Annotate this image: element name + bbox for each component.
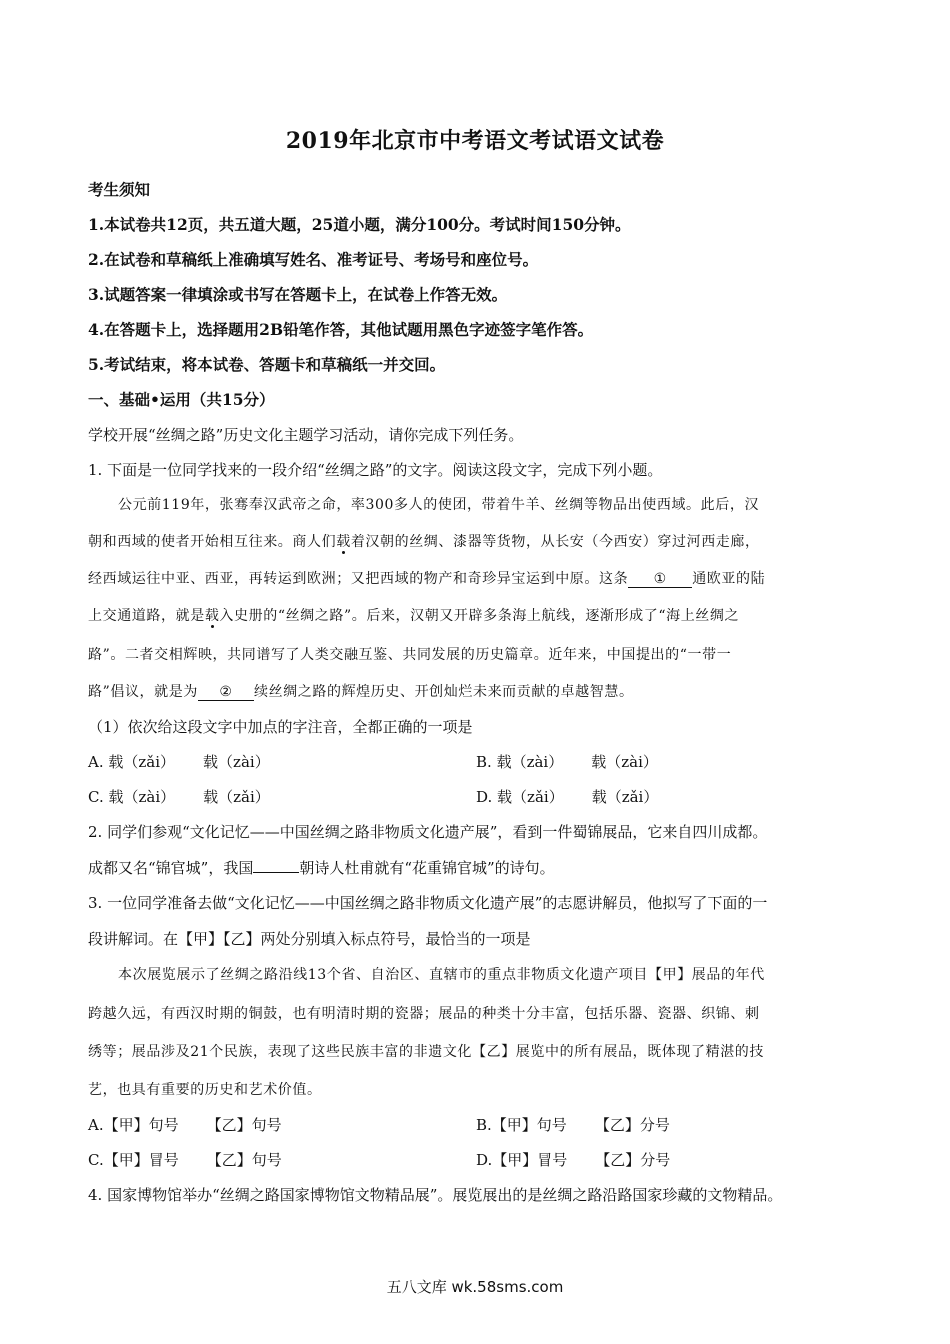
question-3-line: 段讲解词。在【甲】【乙】两处分别填入标点符号，最恰当的一项是 bbox=[88, 930, 531, 948]
passage-text: 经西域运往中亚、西亚，再转运到欧洲；又把西域的物产和奇珍异宝运到中原。这条 bbox=[88, 571, 629, 587]
passage-line bbox=[88, 569, 765, 589]
question-1: 1. 下面是一位同学找来的一段介绍“丝绸之路”的文字。阅读这段文字，完成下列小题。 bbox=[88, 461, 663, 479]
option-label: D. bbox=[476, 788, 493, 806]
section-intro: 学校开展“丝绸之路”历史文化主题学习活动，请你完成下列任务。 bbox=[88, 426, 524, 444]
question-2-line bbox=[88, 858, 555, 878]
passage-line bbox=[88, 682, 634, 702]
notice-item: 2.在试卷和草稿纸上准确填写姓名、准考证号、考场号和座位号。 bbox=[88, 250, 539, 269]
sub-question-1: （1）依次给这段文字中加点的字注音，全都正确的一项是 bbox=[88, 718, 473, 736]
option-first: 载（zài） bbox=[496, 753, 564, 771]
option-second: 载（zài） bbox=[203, 753, 270, 771]
notice-item: 3.试题答案一律填涂或书写在答题卡上，在试卷上作答无效。 bbox=[88, 285, 508, 304]
option-first: 载（zài） bbox=[108, 788, 176, 806]
section-heading: 一、基础•运用（共15分） bbox=[88, 390, 275, 409]
passage-text: 朝和西域的使者开始相互往来。商人们 bbox=[88, 534, 337, 550]
passage-line: 路”。二者交相辉映，共同谱写了人类交融互鉴、共同发展的历史篇章。近年来，中国提出的“一带一 bbox=[88, 647, 732, 663]
passage-text: 入史册的“丝绸之路”。后来，汉朝又开辟多条海上航线，逐渐形成了“海上丝绸之 bbox=[219, 608, 740, 624]
option-label: D. bbox=[476, 1151, 493, 1169]
option-second: 载（zǎi） bbox=[203, 788, 270, 806]
option-label: C. bbox=[88, 788, 104, 806]
passage-text: 通欧亚的陆 bbox=[692, 571, 766, 587]
passage-text: 路”倡议，就是为 bbox=[88, 684, 198, 700]
passage-text: 上交通道路，就是 bbox=[88, 608, 205, 624]
passage-text: 着汉朝的丝绸、漆器等货物，从长安（今西安）穿过河西走廊， bbox=[350, 534, 760, 550]
option-b bbox=[476, 752, 658, 772]
option-second: 载（zǎi） bbox=[591, 788, 659, 806]
passage-line: 艺，也具有重要的历史和艺术价值。 bbox=[88, 1082, 322, 1098]
passage-line: 公元前119年，张骞奉汉武帝之命，率300多人的使团，带着牛羊、丝绸等物品出使西域。此后，汉 bbox=[118, 497, 760, 513]
question-text: 成都又名“锦官城”，我国 bbox=[88, 859, 254, 877]
notice-item: 5.考试结束，将本试卷、答题卡和草稿纸一并交回。 bbox=[88, 355, 446, 374]
passage-line bbox=[88, 532, 760, 552]
option-d bbox=[476, 1150, 670, 1170]
option-label: B. bbox=[476, 753, 492, 771]
notice-item: 1.本试卷共12页，共五道大题，25道小题，满分100分。考试时间150分钟。 bbox=[88, 215, 631, 234]
question-2: 2. 同学们参观“文化记忆——中国丝绸之路非物质文化遗产展”，看到一件蜀锦展品，它来自四川成都。 bbox=[88, 823, 768, 841]
option-second: 【乙】句号 bbox=[206, 1151, 282, 1169]
footer-watermark: 五八文库 wk.58sms.com bbox=[386, 1278, 564, 1296]
question-4: 4. 国家博物馆举办“丝绸之路国家博物馆文物精品展”。展览展出的是丝绸之路沿路国家珍藏的文物精品。 bbox=[88, 1186, 783, 1204]
option-first: 载（zǎi） bbox=[108, 753, 176, 771]
option-second: 载（zài） bbox=[591, 753, 658, 771]
question-3: 3. 一位同学准备去做“文化记忆——中国丝绸之路非物质文化遗产展”的志愿讲解员，他拟写了下面的一 bbox=[88, 894, 768, 912]
passage-line: 绣等；展品涉及21个民族，表现了这些民族丰富的非遗文化【乙】展览中的所有展品，既体现了精湛的技 bbox=[88, 1044, 765, 1060]
option-label: A. bbox=[88, 1116, 104, 1134]
option-second: 【乙】分号 bbox=[595, 1151, 671, 1169]
option-second: 【乙】分号 bbox=[594, 1116, 670, 1134]
option-a bbox=[88, 752, 270, 772]
option-b bbox=[476, 1115, 670, 1135]
dotted-character: 载 bbox=[204, 608, 220, 624]
notice-heading: 考生须知 bbox=[88, 180, 151, 199]
dotted-character: 载 bbox=[336, 534, 351, 550]
blank-2: ② bbox=[198, 684, 254, 701]
passage-line bbox=[88, 606, 739, 626]
passage-line: 跨越久远，有西汉时期的铜鼓，也有明清时期的瓷器；展品的种类十分丰富，包括乐器、瓷器、织锦、刺 bbox=[88, 1006, 760, 1022]
passage-line: 本次展览展示了丝绸之路沿线13个省、自治区、直辖市的重点非物质文化遗产项目【甲】展品的年代 bbox=[118, 967, 765, 983]
option-label: B. bbox=[476, 1116, 492, 1134]
option-d bbox=[476, 787, 658, 807]
question-text: 朝诗人杜甫就有“花重锦官城”的诗句。 bbox=[299, 859, 555, 877]
option-label: A. bbox=[88, 753, 104, 771]
option-second: 【乙】句号 bbox=[206, 1116, 282, 1134]
option-label: C. bbox=[88, 1151, 104, 1169]
option-first: 【甲】冒号 bbox=[103, 1151, 179, 1169]
option-first: 【甲】冒号 bbox=[492, 1151, 568, 1169]
blank-1: ① bbox=[628, 571, 692, 588]
answer-blank bbox=[253, 872, 299, 873]
option-a bbox=[88, 1115, 282, 1135]
option-first: 载（zǎi） bbox=[497, 788, 564, 806]
option-c bbox=[88, 787, 270, 807]
passage-text: 续丝绸之路的辉煌历史、开创灿烂未来而贡献的卓越智慧。 bbox=[253, 684, 634, 700]
option-first: 【甲】句号 bbox=[491, 1116, 567, 1134]
notice-item: 4.在答题卡上，选择题用2B铅笔作答，其他试题用黑色字迹签字笔作答。 bbox=[88, 320, 594, 339]
option-c bbox=[88, 1150, 282, 1170]
option-first: 【甲】句号 bbox=[103, 1116, 179, 1134]
exam-title: 2019年北京市中考语文考试语文试卷 bbox=[285, 128, 665, 154]
